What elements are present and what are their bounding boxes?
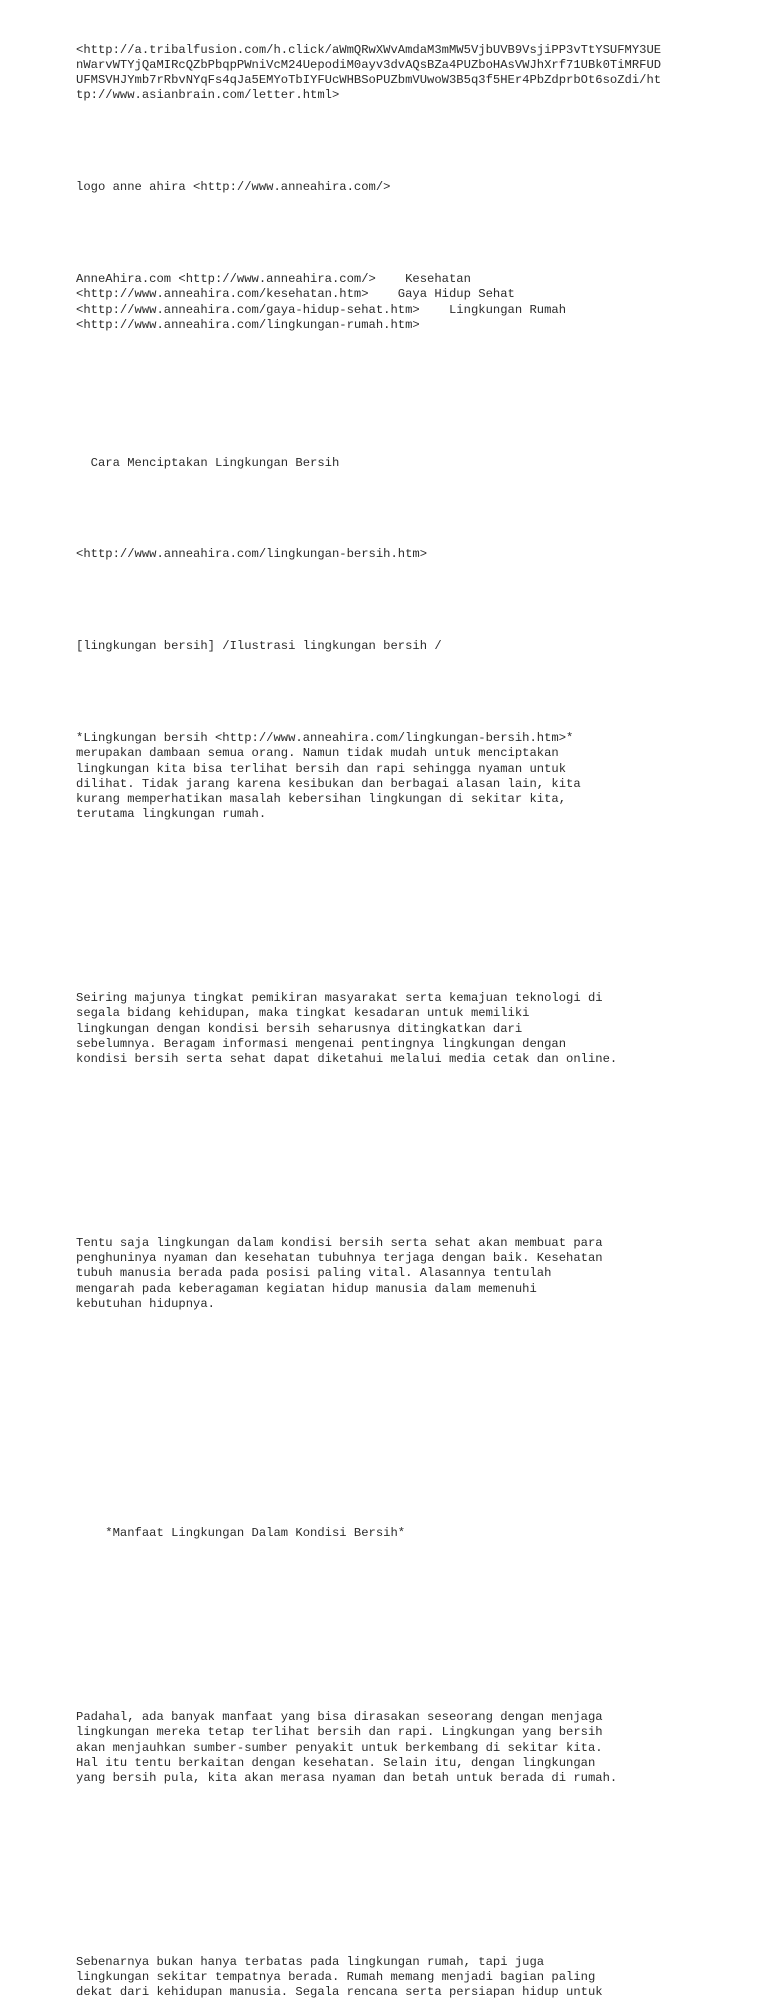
text-line: AnneAhira.com <http://www.anneahira.com/> Kesehatan (76, 272, 471, 287)
page-title: Cara Menciptakan Lingkungan Bersih (76, 455, 340, 470)
text-line: nWarvWTYjQaMIRcQZbPbqpPWniVcM24UepodiM0ayv3dvAQsBZa4PUZboHAsVWJhXrf71UBk0TiMRFUD (76, 57, 662, 72)
text-line: lingkungan sekitar tempatnya berada. Rumah memang menjadi bagian paling (76, 1970, 596, 1984)
spacer (76, 1664, 716, 1679)
text-line: tp://www.asianbrain.com/letter.html> (76, 88, 340, 103)
text-line: Seiring majunya tingkat pemikiran masyarakat serta kemajuan teknologi di (76, 991, 603, 1005)
spacer (76, 853, 716, 868)
text-line: segala bidang kehidupan, maka tingkat kesadaran untuk memiliki (76, 1006, 530, 1021)
section-heading: *Manfaat Lingkungan Dalam Kondisi Bersih* (76, 1526, 406, 1541)
spacer (76, 1481, 716, 1496)
spacer (76, 945, 716, 960)
spacer (76, 1817, 716, 1832)
spacer (76, 502, 716, 517)
spacer (76, 134, 716, 149)
breadcrumb[interactable] (76, 272, 716, 333)
text-line: <http://www.anneahira.com/gaya-hidup-sehat.htm> Lingkungan Rumah (76, 302, 567, 317)
text-line: Tentu saja lingkungan dalam kondisi bersih serta sehat akan membuat para (76, 1235, 603, 1250)
spacer (76, 1389, 716, 1404)
text-line: mengarah pada keberagaman kegiatan hidup manusia dalam memenuhi (76, 1281, 537, 1296)
spacer (76, 226, 716, 241)
text-line: akan menjauhkan sumber-sumber penyakit untuk berkembang di sekitar kita. (76, 1740, 603, 1755)
text-line: yang bersih pula, kita akan merasa nyaman dan betah untuk berada di rumah. (76, 1771, 618, 1786)
spacer (76, 1435, 716, 1450)
text-line: UFMSVHJYmb7rRbvNYqFs4qJa5EMYoTbIYFUcWHBSoPUZbmVUwoW3B5q3f5HEr4PbZdprbOt6soZdi/ht (76, 73, 662, 88)
spacer (76, 1144, 716, 1159)
spacer (76, 364, 716, 379)
spacer (76, 1098, 716, 1113)
text-line: dekat dari kehidupan manusia. Segala rencana serta persiapan hidup untuk (76, 1985, 603, 2000)
spacer (76, 1909, 716, 1924)
text-line: merupakan dambaan semua orang. Namun tidak mudah untuk menciptakan (76, 746, 559, 761)
text-line: Hal itu tentu berkaitan dengan kesehatan. Selain itu, dengan lingkungan (76, 1755, 596, 1770)
text-line[interactable]: *Lingkungan bersih <http://www.anneahira.com/lingkungan-bersih.htm>* (76, 730, 574, 745)
text-line: kurang memperhatikan masalah kebersihan lingkungan di sekitar kita, (76, 792, 567, 807)
text-line: Sebenarnya bukan hanya terbatas pada lingkungan rumah, tapi juga (76, 1954, 545, 1969)
text-line: <http://a.tribalfusion.com/h.click/aWmQRwXWvAmdaM3mMW5VjbUVB9VsjiPP3vTtYSUFMY3UE (76, 42, 662, 57)
spacer (76, 410, 716, 425)
text-line: terutama lingkungan rumah. (76, 807, 267, 822)
text-line: Padahal, ada banyak manfaat yang bisa dirasakan seseorang dengan menjaga (76, 1709, 603, 1724)
text-line: kondisi bersih serta sehat dapat diketahui melalui media cetak dan online. (76, 1052, 618, 1067)
spacer (76, 899, 716, 914)
text-line: logo anne ahira <http://www.anneahira.com/> (76, 180, 391, 195)
spacer (76, 685, 716, 700)
spacer (76, 1863, 716, 1878)
text-line: penghuninya nyaman dan kesehatan tubuhnya terjaga dengan baik. Kesehatan (76, 1251, 603, 1266)
paragraph (76, 991, 716, 1067)
logo-link[interactable] (76, 180, 716, 195)
text-line: tubuh manusia berada pada posisi paling vital. Alasannya tentulah (76, 1266, 552, 1281)
document-page (76, 12, 716, 2016)
text-line: <http://www.anneahira.com/kesehatan.htm> Gaya Hidup Sehat (76, 287, 515, 302)
text-line: <http://www.anneahira.com/lingkungan-rumah.htm> (76, 317, 420, 332)
text-line: lingkungan mereka tetap terlihat bersih dan rapi. Lingkungan yang bersih (76, 1725, 603, 1740)
paragraph (76, 1236, 716, 1312)
image-caption: [lingkungan bersih] /Ilustrasi lingkungan bersih / (76, 639, 442, 654)
spacer (76, 593, 716, 608)
spacer (76, 1190, 716, 1205)
paragraph (76, 1710, 716, 1786)
spacer (76, 1343, 716, 1358)
paragraph (76, 1955, 716, 2001)
text-line: kebutuhan hidupnya. (76, 1296, 215, 1311)
ad-link[interactable] (76, 43, 716, 104)
text-line: dilihat. Tidak jarang karena kesibukan dan berbagai alasan lain, kita (76, 776, 581, 791)
text-line: sebelumnya. Beragam informasi mengenai pentingnya lingkungan dengan (76, 1036, 567, 1051)
spacer (76, 1618, 716, 1633)
spacer (76, 1572, 716, 1587)
text-line: lingkungan kita bisa terlihat bersih dan rapi sehingga nyaman untuk (76, 761, 567, 776)
paragraph (76, 731, 716, 823)
text-line: lingkungan dengan kondisi bersih seharusnya ditingkatkan dari (76, 1021, 523, 1036)
title-link[interactable]: <http://www.anneahira.com/lingkungan-bersih.htm> (76, 547, 428, 562)
